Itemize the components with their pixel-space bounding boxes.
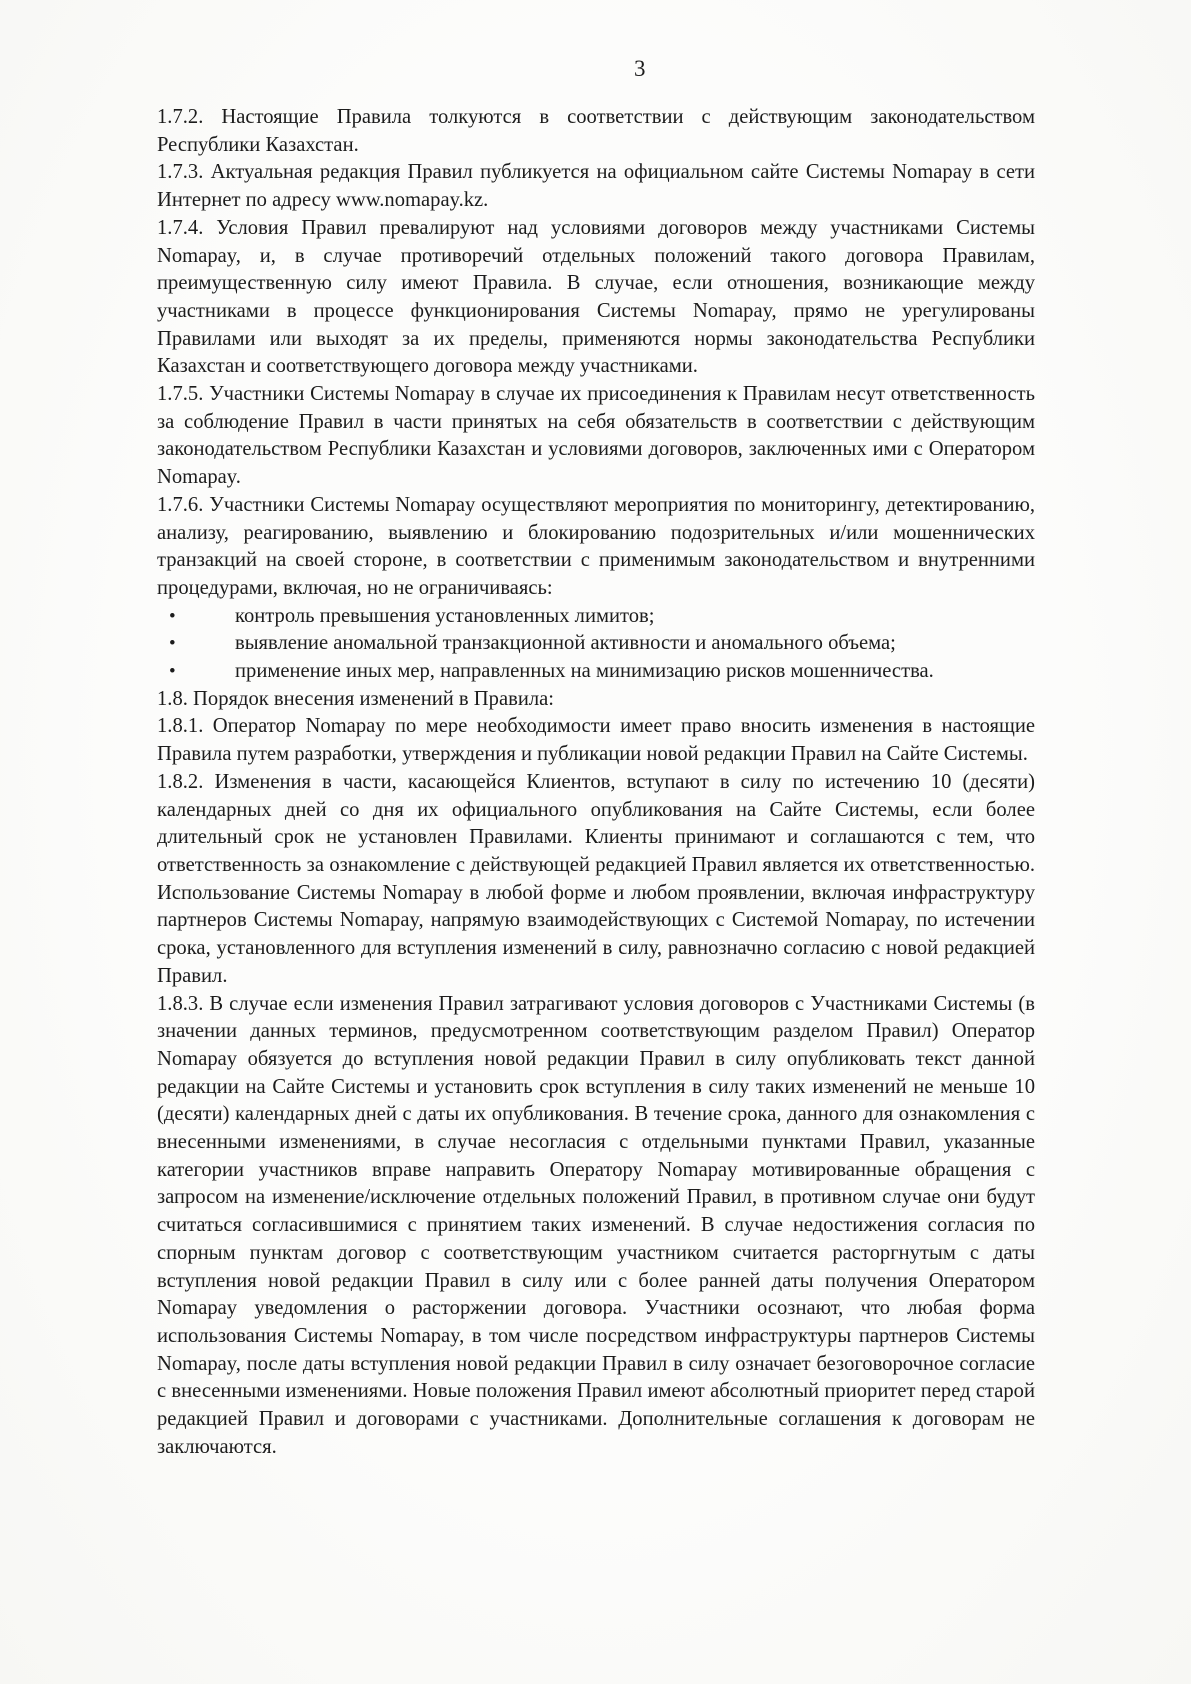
paragraph-1-8-1: 1.8.1. Оператор Nomapay по мере необходимости имеет право вносить изменения в настоящие Правила путем разработки, утверждения и публикации новой редакции Правил на Сайте Системы.: [157, 715, 1035, 766]
list-item: [157, 603, 1035, 631]
paragraph-1-7-5: 1.7.5. Участники Системы Nomapay в случае их присоединения к Правилам несут ответственность за соблюдение Правил в части принятых на себя обязательств в соответствии с действующим законодательством Республики Казахстан и условиями договоров, заключенных ими с Оператором Nomapay.: [157, 383, 1035, 489]
list-item: [157, 658, 1035, 686]
list-item: [157, 630, 1035, 658]
document-body: [157, 104, 1035, 1461]
paragraph-1-8: 1.8. Порядок внесения изменений в Правила:: [157, 687, 554, 710]
bullet-icon: •: [169, 633, 176, 655]
bullet-item-text: выявление аномальной транзакционной активности и аномального объема;: [235, 632, 896, 655]
page-number: 3: [634, 56, 646, 81]
paragraph-1-7-6: 1.7.6. Участники Системы Nomapay осуществляют мероприятия по мониторингу, детектированию, анализу, реагированию, выявлению и блокированию подозрительных и/или мошеннических транзакций на своей стороне, в соответствии с применимым законодательством и внутренними процедурами, включая, но не ограничиваясь:: [157, 493, 1035, 599]
paragraph-1-7-2: 1.7.2. Настоящие Правила толкуются в соответствии с действующим законодательством Республики Казахстан.: [157, 106, 1035, 156]
paragraph-1-7-4: 1.7.4. Условия Правил превалируют над условиями договоров между участниками Системы Nomapay, и, в случае противоречий отдельных положений такого договора Правилам, преимущественную силу имеют Правила. В случае, если отношения, возникающие между участниками в процессе функционирования Системы Nomapay, прямо не урегулированы Правилами или выходят за их пределы, применяются нормы законодательства Республики Казахстан и соответствующего договора между участниками.: [157, 216, 1035, 378]
bullet-item-text: контроль превышения установленных лимитов;: [235, 604, 655, 627]
bullet-item-text: применение иных мер, направленных на минимизацию рисков мошенничества.: [235, 660, 934, 683]
paragraph-1-8-2: 1.8.2. Изменения в части, касающейся Клиентов, вступают в силу по истечению 10 (десяти) календарных дней со дня их официального опубликования на Сайте Системы, если более длительный срок не установлен Правилами. Клиенты принимают и соглашаются с тем, что ответственность за ознакомление с действующей редакцией Правил является их ответственностью. Использование Системы Nomapay в любой форме и любом проявлении, включая инфраструктуру партнеров Системы Nomapay, напрямую взаимодействующих с Системой Nomapay, по истечении срока, установленного для вступления изменений в силу, равнозначно согласию с новой редакцией Правил.: [157, 770, 1035, 987]
bullet-icon: •: [169, 605, 176, 627]
paragraph-1-8-3: 1.8.3. В случае если изменения Правил затрагивают условия договоров с Участниками Системы (в значении данных терминов, предусмотренном соответствующим разделом Правил) Оператор Nomapay обязуется до вступления новой редакции Правил в силу опубликовать текст данной редакции на Сайте Системы и установить срок вступления в силу таких изменений не меньше 10 (десяти) календарных дней с даты их опубликования. В течение срока, данного для ознакомления с внесенными изменениями, в случае несогласия с отдельными пунктами Правил, указанные категории участников вправе направить Оператору Nomapay мотивированные обращения с запросом на изменение/исключение отдельных положений Правил, в противном случае они будут считаться согласившимися с принятием таких изменений. В случае недостижения согласия по спорным пунктам договор с соответствующим участником считается расторгнутым с даты вступления новой редакции Правил в силу или с более ранней даты получения Оператором Nomapay уведомления о расторжении договора. Участники осознают, что любая форма использования Системы Nomapay, в том числе посредством инфраструктуры партнеров Системы Nomapay, после даты вступления новой редакции Правил в силу означает безоговорочное согласие с внесенными изменениями. Новые положения Правил имеют абсолютный приоритет перед старой редакцией Правил и договорами с участниками. Дополнительные соглашения к договорам не заключаются.: [157, 992, 1035, 1458]
bullet-icon: •: [169, 661, 176, 683]
paragraph-1-7-3: 1.7.3. Актуальная редакция Правил публикуется на официальном сайте Системы Nomapay в сети Интернет по адресу www.nomapay.kz.: [157, 161, 1035, 212]
